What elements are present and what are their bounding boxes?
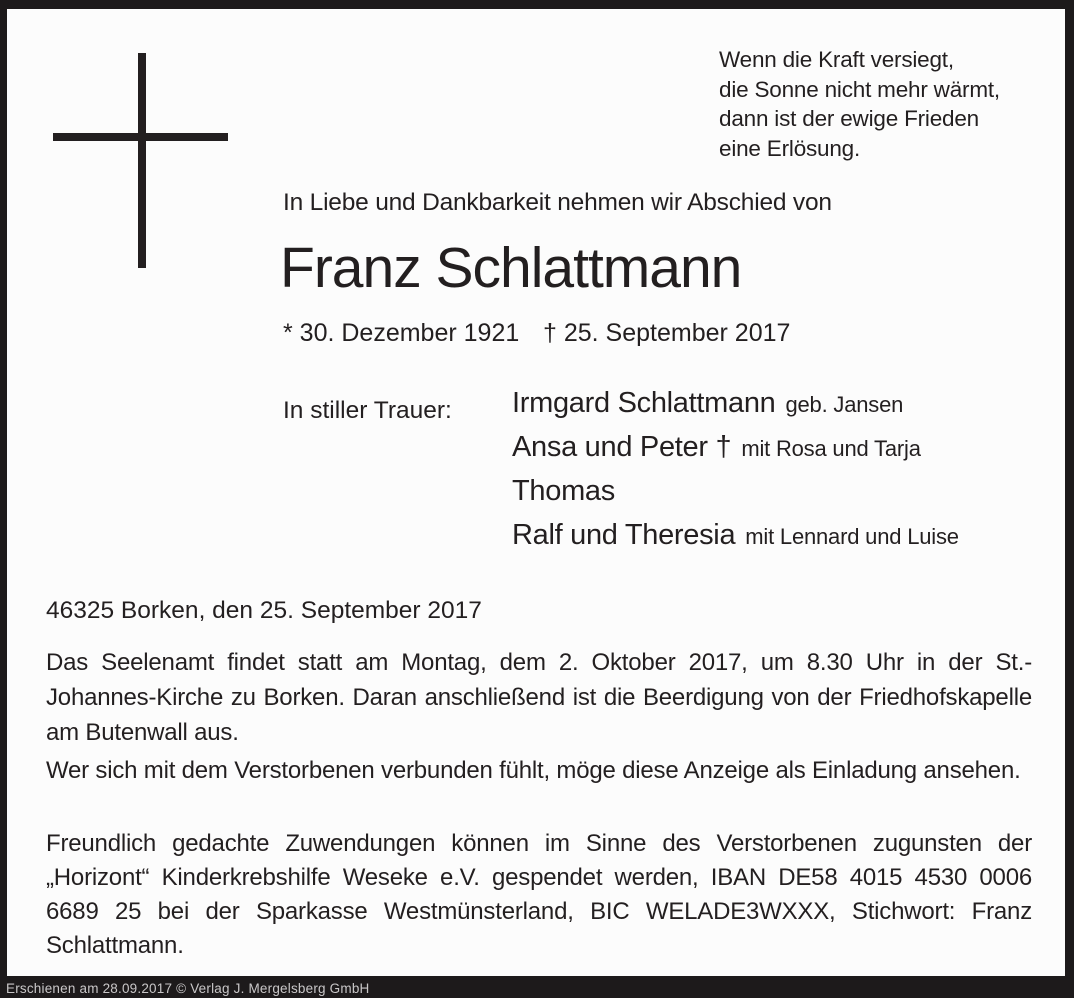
- invitation-paragraph: Wer sich mit dem Verstorbenen verbunden fühlt, möge diese Anzeige als Einladung ansehen.: [46, 757, 1021, 784]
- publisher-footer: Erschienen am 28.09.2017 © Verlag J. Mergelsberg GmbH: [6, 981, 370, 996]
- mourner-name: Ralf und Theresia: [512, 519, 736, 551]
- mourner-addendum: geb. Jansen: [785, 392, 904, 417]
- place-date-line: 46325 Borken, den 25. September 2017: [46, 597, 482, 624]
- mourner-row: [512, 381, 959, 425]
- deceased-name: Franz Schlattmann: [280, 236, 742, 300]
- poem: [719, 45, 1000, 163]
- mourner-name: Ansa und Peter †: [512, 431, 732, 463]
- notice-sheet: [7, 9, 1065, 976]
- mourning-label: In stiller Trauer:: [283, 397, 452, 424]
- cross-icon: [53, 53, 228, 268]
- poem-line-2: die Sonne nicht mehr wärmt,: [719, 76, 1000, 102]
- service-info-paragraph: Das Seelenamt findet statt am Montag, dem 2. Oktober 2017, um 8.30 Uhr in der St.-Johannes-Kirche zu Borken. Daran anschließend ist die Beerdigung von der Friedhofskapelle am Butenwall aus.: [46, 649, 1032, 746]
- mourner-name: Thomas: [512, 475, 615, 507]
- poem-line-3: dann ist der ewige Frieden: [719, 106, 979, 131]
- farewell-intro-line: In Liebe und Dankbarkeit nehmen wir Abschied von: [283, 189, 832, 216]
- mourner-addendum: mit Rosa und Tarja: [741, 436, 921, 461]
- mourners-list: [512, 381, 959, 557]
- poem-line-4: eine Erlösung.: [719, 135, 861, 161]
- poem-line-1: Wenn die Kraft versiegt,: [719, 47, 954, 72]
- mourner-addendum: mit Lennard und Luise: [745, 524, 959, 549]
- donation-info-paragraph: Freundlich gedachte Zuwendungen können im Sinne des Verstorbenen zugunsten der „Horizont“ Kinderkrebshilfe Weseke e.V. gespendet werden, IBAN DE58 4015 4530 0006 6689 25 bei der Sparkasse Westmünsterland, BIC WELADE3WXXX, Stichwort: Franz Schlattmann.: [46, 830, 1032, 959]
- death-date: † 25. September 2017: [543, 319, 791, 347]
- mourner-name: Irmgard Schlattmann: [512, 387, 776, 419]
- cross-vertical-bar: [138, 53, 146, 268]
- mourner-row: [512, 425, 959, 469]
- cross-horizontal-bar: [53, 133, 228, 141]
- birth-date: * 30. Dezember 1921: [283, 319, 520, 347]
- mourner-row: [512, 513, 959, 557]
- mourner-row: [512, 469, 959, 513]
